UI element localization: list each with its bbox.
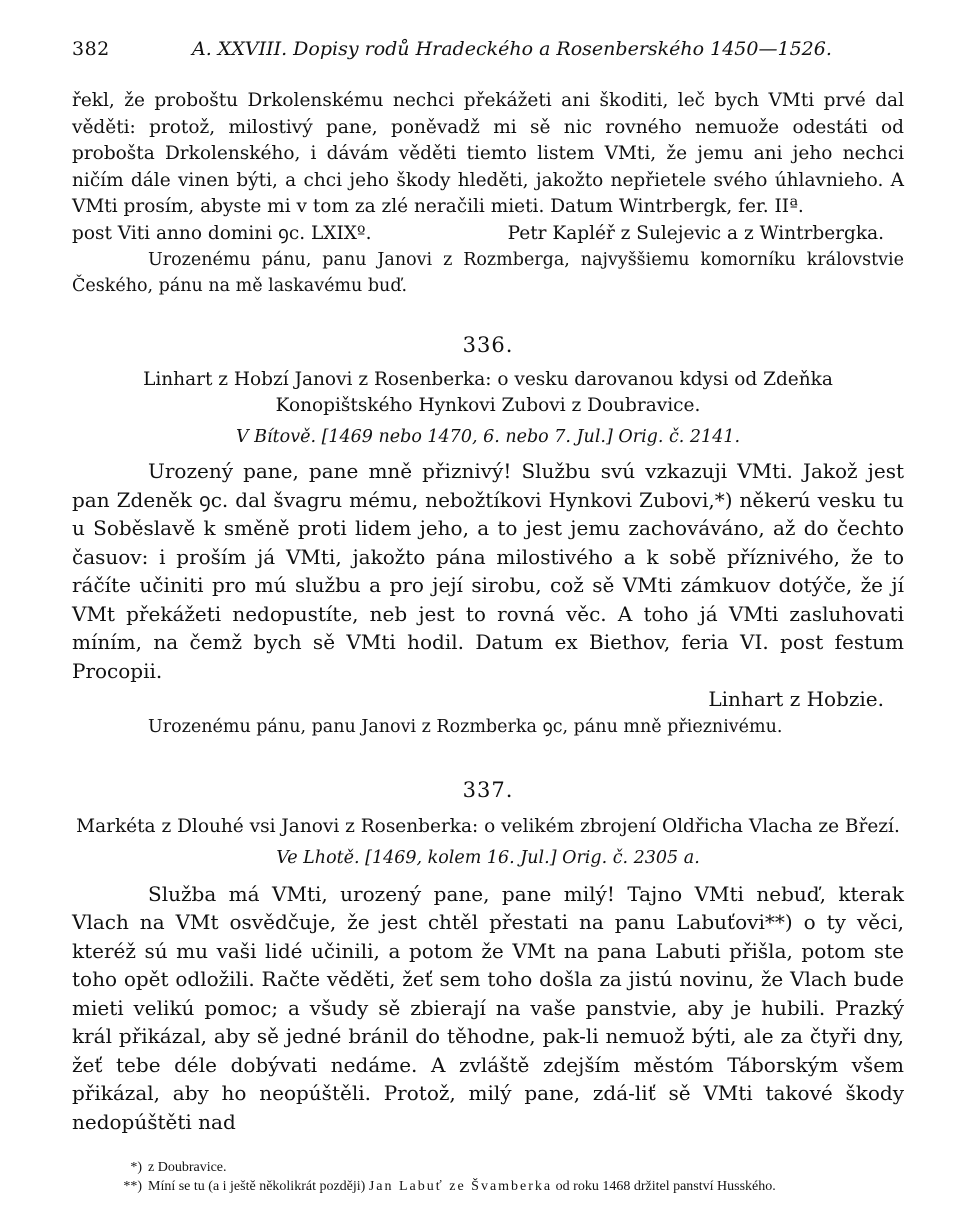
running-title: A. XXVIII. Dopisy rodů Hradeckého a Rosenberského 1450—1526. xyxy=(192,38,832,60)
letter-regest: Linhart z Hobzí Janovi z Rosenberka: o vesku darovanou kdysi od Zdeňka Konopištského Hynkovi Zubovi z Doubravice. xyxy=(143,369,833,416)
footnote-text: z Doubravice. xyxy=(148,1160,227,1175)
footnote-person-name: Jan Labuť ze Švamberka xyxy=(368,1179,553,1194)
letter-335-continuation xyxy=(72,88,904,299)
footnote xyxy=(72,1177,904,1196)
letter-number: 336. xyxy=(462,333,514,357)
letter-body: řekl, že proboštu Drkolenskému nechci překážeti ani škoditi, leč bych VMti prvé dal věděti: protož, milostivý pane, poněvadž mi sě nic rovného nemuože odestáti od probošta Drkolenského, i dávám věděti tiemto listem VMti, že jemu ani jeho nechci ničím dále vinen býti, a chci jeho škody hleděti, jakožto nepřietele svého úhlavnieho. A VMti prosím, abyste mi v tom za zlé neračili mieti. Datum Wintrbergk, fer. IIª. xyxy=(72,90,904,217)
page xyxy=(72,38,904,1196)
letter-source: Ve Lhotě. [1469, kolem 16. Jul.] Orig. č. 2305 a. xyxy=(276,847,700,868)
footnotes xyxy=(72,1158,904,1196)
date-signature-row xyxy=(72,221,904,248)
letter-body: Urozený pane, pane mně přiznivý! Službu svú vzkazuji VMti. Jakož jest pan Zdeněk ꝯc. dal švagru mému, nebožtíkovi Hynkovi Zubovi,*) někerú vesku tu u Soběslavě k směně proti lidem jeho, a to jest jemu zachováváno, až do čechto časuov: i proším já VMti, jakožto pána milostivého a k sobě příznivého, že to ráčíte učiniti pro mú službu a pro její sirobu, což sě VMti zámkuov dotýče, že jí VMt překážeti nedopustíte, neb jest to rovná věc. A toho já VMti zasluhovati míním, na čemž bych sě VMti hodil. Datum ex Biethov, feria VI. post festum Procopii. xyxy=(72,459,904,683)
page-header xyxy=(72,38,904,78)
letter-regest: Markéta z Dlouhé vsi Janovi z Rosenberka: o velikém zbrojení Oldřicha Vlacha ze Březí. xyxy=(76,815,900,837)
letter-336 xyxy=(72,333,904,740)
letter-date-end: post Viti anno domini ꝯc. LXIXº. xyxy=(72,222,372,244)
letter-address: Urozenému pánu, panu Janovi z Rozmberga, najvyššiemu komorníku královstvie Českého, pánu na mě laskavému buď. xyxy=(72,250,904,296)
footnote-mark: *) xyxy=(130,1160,142,1175)
footnote-text-after: od roku 1468 držitel panství Husského. xyxy=(555,1179,776,1194)
footnote xyxy=(72,1158,904,1177)
page-number: 382 xyxy=(72,38,110,60)
footnote-mark: **) xyxy=(123,1179,142,1194)
signature: Petr Kapléř z Sulejevic a z Wintrbergka. xyxy=(507,222,884,244)
letter-number: 337. xyxy=(462,777,514,802)
footnote-text-before: Míní se tu (a i ještě několikrát později) xyxy=(148,1179,366,1194)
footnote-text xyxy=(148,1177,776,1196)
letter-337 xyxy=(72,778,904,1137)
signature: Linhart z Hobzie. xyxy=(708,687,884,711)
letter-address: Urozenému pánu, panu Janovi z Rozmberka ꝯc, pánu mně přieznivému. xyxy=(148,716,783,737)
letter-body: Služba má VMti, urozený pane, pane milý! Tajno VMti nebuď, kterak Vlach na VMt osvědčuje, že jest chtěl přestati na panu Labuťovi**) o ty věci, kteréž sú mu vaši lidé učinili, a potom že VMt na pana Labuti přišla, potom ste toho opět odložili. Račte věděti, žeť sem toho došla za jistú novinu, že Vlach bude mieti velikú pomoc; a všudy sě zbierají na vaše panstvie, aby je hubili. Prazký král přikázal, aby sě jedné bránil do těhodne, pak-li nemuož býti, ale za čtyři dny, žeť tebe déle dobývati nedáme. A zvláště zdejším městóm Táborským všem přikázal, aby ho neopúštěli. Protož, milý pane, zdá-liť sě VMti takové škody nedopúštěti nad xyxy=(72,881,904,1134)
letter-source: V Bítově. [1469 nebo 1470, 6. nebo 7. Jul.] Orig. č. 2141. xyxy=(235,427,741,447)
